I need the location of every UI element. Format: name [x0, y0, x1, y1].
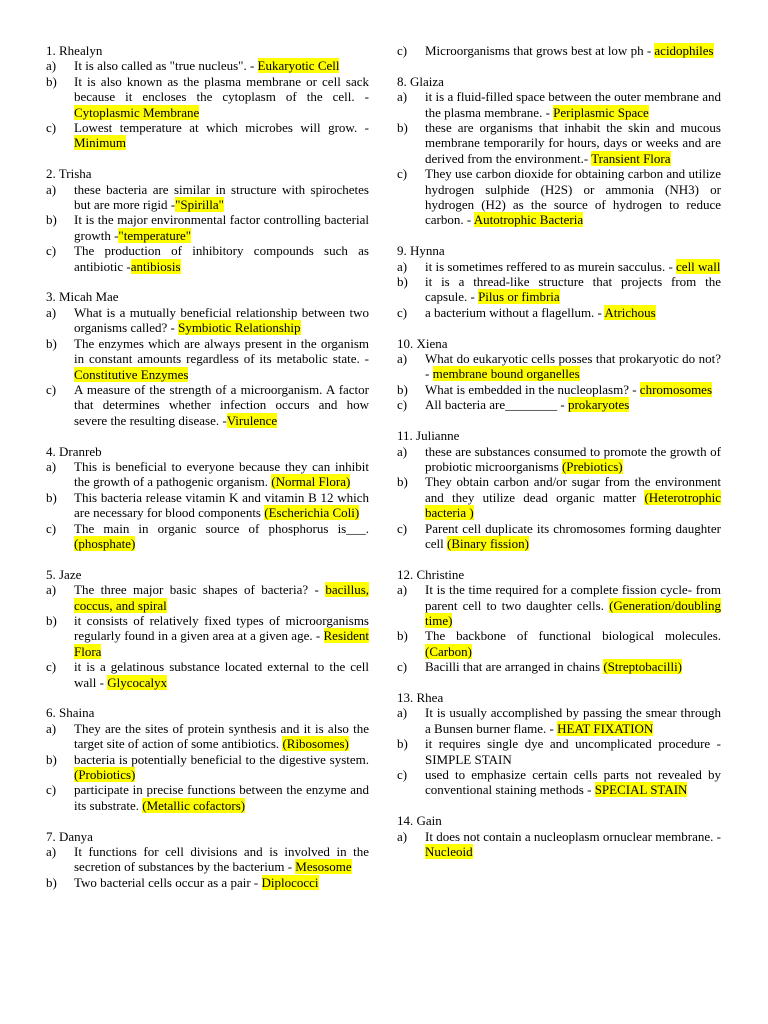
item-letter: c) [46, 243, 57, 259]
question-prompt: The backbone of functional biological molecules. [425, 628, 721, 644]
question-text [74, 382, 369, 428]
question-prompt: it is a fluid-filled space between the outer membrane and the plasma membrane. - [425, 89, 721, 120]
question-item [397, 397, 721, 412]
section-title: 1. Rhealyn [46, 43, 103, 58]
section-title: 7. Danya [46, 828, 93, 844]
section-title: 14. Gain [397, 813, 442, 829]
question-text [74, 243, 369, 274]
question-prompt: What is embedded in the nucleoplasm? - [425, 381, 640, 397]
highlighted-answer: SPECIAL STAIN [594, 782, 688, 798]
question-prompt: What do eukaryotic cells posses that prokaryotic do not? - [425, 351, 721, 382]
question-prompt: it is sometimes reffered to as murein sacculus. - [425, 258, 677, 274]
item-letter: a) [397, 443, 408, 459]
item-letter: c) [397, 43, 408, 58]
highlighted-answer: Minimum [74, 135, 127, 151]
item-letter: b) [46, 751, 57, 767]
question-text [425, 705, 721, 736]
question-text [425, 444, 721, 475]
question-prompt: participate in precise functions between the enzyme and its substrate. [74, 782, 369, 813]
question-item [46, 490, 369, 521]
question-prompt: It is also called as "true nucleus". - [74, 58, 258, 74]
question-text [74, 659, 369, 690]
highlighted-answer: chromosomes [639, 381, 713, 397]
question-item [397, 705, 721, 736]
question-text [74, 613, 369, 659]
question-text [74, 459, 369, 490]
item-letter: c) [397, 397, 408, 413]
highlighted-answer: Autotrophic Bacteria [473, 212, 584, 228]
question-prompt: it consists of relatively fixed types of microorganisms regularly found in a given area at a given age. - [74, 612, 369, 644]
question-prompt: A measure of the strength of a microorganism. A factor that determines whether infection occurs and how severe the resulting disease. - [74, 381, 369, 428]
question-text [74, 336, 369, 382]
question-section-3-micah-mae [46, 289, 369, 428]
question-text [425, 166, 721, 228]
question-item [46, 582, 369, 613]
question-item [46, 74, 369, 120]
question-item [397, 474, 721, 520]
highlighted-answer: cell wall [676, 258, 721, 274]
section-title: 6. Shaina [46, 705, 95, 721]
highlighted-answer: acidophiles [654, 43, 714, 58]
item-letter: a) [46, 58, 57, 74]
question-item [397, 582, 721, 628]
question-prompt: All bacteria are________ - [425, 397, 568, 413]
question-item [46, 459, 369, 490]
highlighted-answer: Resident Flora [74, 628, 369, 659]
item-letter: b) [46, 212, 57, 228]
item-letter: c) [397, 659, 408, 675]
question-text [74, 58, 369, 73]
question-text [425, 628, 721, 659]
question-item [397, 736, 721, 767]
question-item [46, 120, 369, 151]
item-letter: a) [46, 304, 57, 320]
question-prompt: It does not contain a nucleoplasm ornuclear membrane. - [425, 828, 721, 844]
question-item [397, 259, 721, 274]
question-item [397, 89, 721, 120]
item-letter: b) [397, 381, 408, 397]
item-letter: c) [46, 120, 57, 136]
question-item [397, 444, 721, 475]
highlighted-answer: Atrichous [604, 304, 656, 320]
section-title: 12. Christine [397, 566, 465, 582]
highlighted-answer: "temperature" [118, 227, 192, 243]
question-prompt: It functions for cell divisions and is involved in the secretion of substances by the bacterium - [74, 844, 369, 875]
question-text [74, 721, 369, 752]
question-text [74, 782, 369, 813]
question-section-5-jaze [46, 567, 369, 690]
highlighted-answer: (Heterotrophic bacteria ) [425, 489, 721, 521]
item-letter: a) [397, 705, 408, 721]
question-item [397, 829, 721, 860]
question-item [397, 166, 721, 228]
question-section-2-trisha [46, 166, 369, 274]
question-item [397, 659, 721, 674]
question-section-8-glaiza [397, 74, 721, 228]
question-prompt: Two bacterial cells occur as a pair - [74, 874, 262, 890]
item-letter: a) [46, 720, 57, 736]
question-prompt: it is a gelatinous substance located external to the cell wall - [74, 659, 369, 690]
item-letter: b) [397, 120, 408, 136]
highlighted-answer: Eukaryotic Cell [257, 58, 340, 74]
question-text [74, 752, 369, 783]
item-letter: a) [397, 351, 408, 367]
question-item [397, 351, 721, 382]
question-item [46, 521, 369, 552]
highlighted-answer: Virulence [226, 412, 278, 428]
question-prompt: They obtain carbon and/or sugar from the environment and they utilize dead organic matter [425, 474, 721, 505]
question-item [46, 305, 369, 336]
question-text [425, 120, 721, 166]
question-text [74, 521, 369, 552]
question-item [46, 844, 369, 875]
highlighted-answer: membrane bound organelles [432, 366, 580, 382]
question-prompt: It is also known as the plasma membrane or cell sack because it encloses the cytoplasm of the cell. - [74, 73, 369, 105]
question-text [425, 659, 721, 674]
section-title: 2. Trisha [46, 166, 92, 182]
question-item [46, 382, 369, 428]
question-section-6-shaina [46, 705, 369, 813]
question-section-14-gain [397, 813, 721, 859]
highlighted-answer: Symbiotic Relationship [178, 320, 301, 336]
question-text [425, 474, 721, 520]
question-item [46, 58, 369, 73]
question-item [397, 382, 721, 397]
section-title: 8. Glaiza [397, 73, 444, 89]
question-item [46, 182, 369, 213]
question-text [74, 582, 369, 613]
highlighted-answer: (Ribosomes) [282, 736, 349, 752]
question-section-continued [397, 43, 721, 58]
question-item [397, 120, 721, 166]
question-text [74, 875, 369, 890]
item-letter: a) [397, 582, 408, 598]
highlighted-answer: Periplasmic Space [553, 104, 649, 120]
section-title: 5. Jaze [46, 566, 82, 582]
highlighted-answer: (Escherichia Coli) [264, 505, 360, 521]
section-title: 13. Rhea [397, 689, 444, 705]
question-prompt: This is beneficial to everyone because they can inhibit the growth of a pathogenic organism. [74, 458, 369, 490]
question-section-1-rhealyn [46, 43, 369, 151]
question-item [46, 659, 369, 690]
item-letter: a) [397, 828, 408, 844]
highlighted-answer: "Spirilla" [175, 197, 224, 213]
highlighted-answer: (Metallic cofactors) [142, 797, 246, 813]
question-prompt: Lowest temperature at which microbes will grow. - [74, 120, 369, 136]
question-item [46, 336, 369, 382]
item-letter: b) [46, 489, 57, 505]
question-text [425, 274, 721, 305]
highlighted-answer: (Prebiotics) [561, 458, 623, 474]
item-letter: b) [397, 274, 408, 290]
question-item [397, 628, 721, 659]
left-column [46, 43, 369, 906]
question-text [425, 382, 721, 397]
question-prompt: They are the sites of protein synthesis and it is also the target site of action of some antibiotics. [74, 720, 369, 752]
question-prompt: a bacterium without a flagellum. - [425, 304, 605, 320]
question-text [425, 305, 721, 320]
item-letter: b) [46, 612, 57, 628]
highlighted-answer: Glycocalyx [107, 674, 168, 690]
question-section-13-rhea [397, 690, 721, 798]
highlighted-answer: (phosphate) [74, 535, 136, 551]
highlighted-answer: antibiosis [130, 258, 181, 274]
item-letter: c) [397, 520, 408, 536]
question-section-7-danya [46, 829, 369, 891]
highlighted-answer: Mesosome [295, 859, 352, 875]
question-text [425, 43, 721, 58]
question-text [74, 305, 369, 336]
item-letter: b) [46, 335, 57, 351]
question-text [425, 582, 721, 628]
highlighted-answer: (Normal Flora) [271, 474, 351, 490]
highlighted-answer: (Streptobacilli) [603, 659, 683, 675]
question-text [425, 736, 721, 767]
question-text [425, 829, 721, 860]
item-letter: b) [46, 874, 57, 890]
question-text [74, 212, 369, 243]
question-item [397, 305, 721, 320]
item-letter: b) [46, 73, 57, 89]
question-text [425, 521, 721, 552]
item-letter: a) [46, 582, 57, 598]
question-prompt: It is the major environmental factor controlling bacterial growth - [74, 212, 369, 243]
highlighted-answer: (Binary fission) [447, 535, 529, 551]
question-prompt: bacteria is potentially beneficial to the digestive system. [74, 751, 369, 767]
item-letter: c) [46, 520, 57, 536]
question-prompt: It is the time required for a complete fission cycle- from parent cell to two daughter cells. [425, 582, 721, 613]
highlighted-answer: Constitutive Enzymes [74, 366, 189, 382]
question-prompt: The three major basic shapes of bacteria? - [74, 582, 326, 598]
question-prompt: these are substances consumed to promote the growth of probiotic microorganisms [425, 443, 721, 474]
item-letter: b) [397, 736, 408, 752]
item-letter: c) [397, 304, 408, 320]
item-letter: b) [397, 474, 408, 490]
question-text [425, 89, 721, 120]
highlighted-answer: Diplococci [261, 874, 319, 890]
question-section-4-dranreb [46, 444, 369, 552]
question-item [46, 613, 369, 659]
item-letter: c) [397, 166, 408, 182]
question-section-9-hynna [397, 243, 721, 320]
question-text [425, 767, 721, 798]
item-letter: a) [397, 89, 408, 105]
question-item [397, 767, 721, 798]
item-letter: a) [46, 844, 57, 860]
question-prompt: The production of inhibitory compounds such as antibiotic - [74, 243, 369, 274]
highlighted-answer: prokaryotes [567, 397, 630, 413]
section-title: 10. Xiena [397, 335, 448, 351]
question-item [46, 782, 369, 813]
highlighted-answer: (Generation/doubling time) [425, 597, 721, 628]
question-item [46, 212, 369, 243]
item-letter: a) [397, 258, 408, 274]
item-letter: a) [46, 181, 57, 197]
question-prompt: these are organisms that inhabit the skin and mucous membrane temporarily for hours, days or weeks and are derived from the environment.- [425, 120, 721, 166]
item-letter: b) [397, 628, 408, 644]
question-item [46, 875, 369, 890]
question-text [74, 490, 369, 521]
question-prompt: Parent cell duplicate its chromosomes forming daughter cell [425, 520, 721, 551]
question-item [397, 521, 721, 552]
section-title: 11. Julianne [397, 428, 460, 444]
highlighted-answer: Nucleoid [425, 844, 473, 860]
question-prompt: The enzymes which are always present in the organism in constant amounts regardless of its metabolic state. - [74, 335, 369, 367]
highlighted-answer: Cytoplasmic Membrane [74, 104, 200, 120]
item-letter: c) [397, 767, 408, 782]
question-prompt: This bacteria release vitamin K and vitamin B 12 which are necessary for blood components [74, 489, 369, 521]
question-prompt: Microorganisms that grows best at low ph - [425, 43, 655, 58]
question-prompt: it is a thread-like structure that projects from the capsule. - [425, 274, 721, 305]
question-text [74, 74, 369, 120]
question-section-12-christine [397, 567, 721, 675]
question-text [425, 397, 721, 412]
highlighted-answer: Pilus or fimbria [478, 289, 560, 305]
question-prompt: It is usually accomplished by passing the smear through a Bunsen burner flame. - [425, 705, 721, 736]
highlighted-answer: bacillus, coccus, and spiral [74, 582, 369, 613]
question-item [46, 752, 369, 783]
highlighted-answer: (Carbon) [425, 643, 472, 659]
question-item [46, 721, 369, 752]
question-prompt: They use carbon dioxide for obtaining carbon and utilize hydrogen sulphide (H2S) or ammonia (NH3) or hydrogen (H2) as the source of hydrogen to reduce carbon. - [425, 166, 721, 228]
question-text [74, 844, 369, 875]
question-item [397, 274, 721, 305]
item-letter: c) [46, 381, 57, 397]
item-letter: c) [46, 659, 57, 675]
question-section-11-julianne [397, 428, 721, 551]
highlighted-answer: Transient Flora [591, 150, 671, 166]
section-title: 9. Hynna [397, 243, 445, 259]
question-prompt: The main in organic source of phosphorus is___. [74, 520, 369, 536]
question-text [74, 182, 369, 213]
question-item [397, 43, 721, 58]
question-prompt: Bacilli that are arranged in chains [425, 659, 604, 675]
section-title: 3. Micah Mae [46, 289, 119, 305]
question-text [74, 120, 369, 151]
question-section-10-xiena [397, 336, 721, 413]
question-text [425, 259, 721, 274]
item-letter: a) [46, 458, 57, 474]
highlighted-answer: HEAT FIXATION [557, 720, 654, 736]
right-column [397, 43, 721, 875]
highlighted-answer: (Probiotics) [74, 767, 136, 783]
question-prompt: used to emphasize certain cells parts not revealed by conventional staining methods - [425, 767, 721, 798]
question-prompt: these bacteria are similar in structure with spirochetes but are more rigid - [74, 181, 369, 213]
section-title: 4. Dranreb [46, 443, 102, 459]
question-prompt: it requires single dye and uncomplicated procedure - SIMPLE STAIN [425, 736, 721, 767]
question-item [46, 243, 369, 274]
question-text [425, 351, 721, 382]
question-prompt: What is a mutually beneficial relationship between two organisms called? - [74, 304, 369, 336]
item-letter: c) [46, 782, 57, 798]
